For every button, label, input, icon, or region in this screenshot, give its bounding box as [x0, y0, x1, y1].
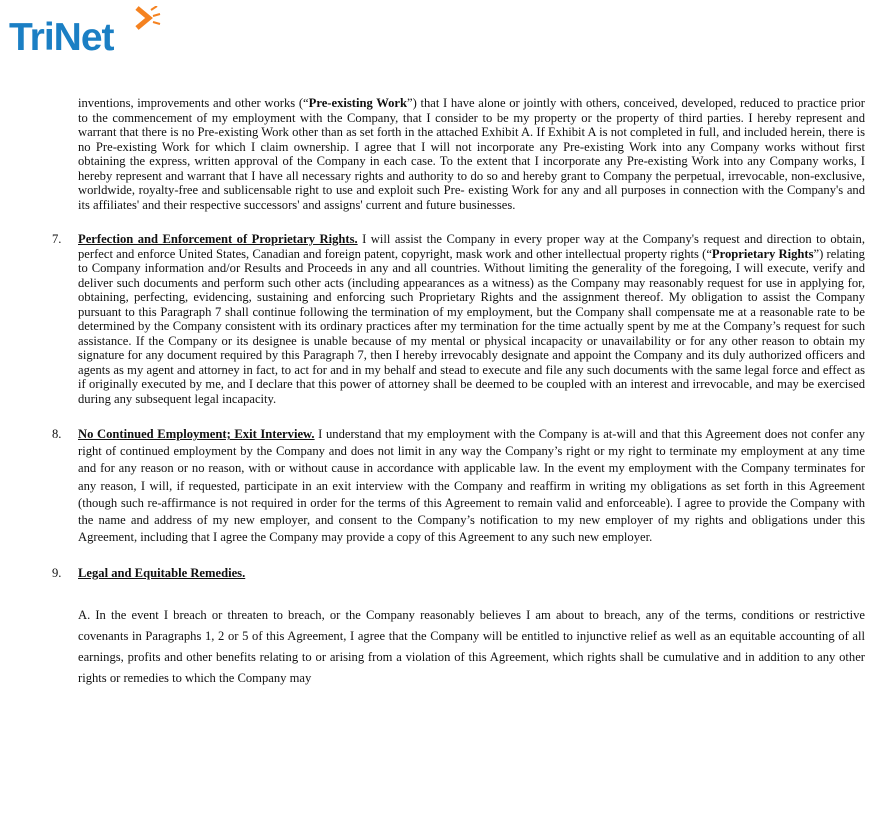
section-heading: Perfection and Enforcement of Proprietary Rights.: [78, 232, 358, 246]
section-text: I understand that my employment with the Company is at-will and that this Agreement does not confer any right of continued employment by the Company and does not limit in any way the Company’s right or my right to terminate my employment at any time and for any reason or no reason, with or without cause in accordance with applicable law. In the event my employment with the Company terminates for any reason, I will, if requested, participate in an exit interview with the Company and reaffirm in writing my obligations as set forth in this Agreement (though such re-affirmance is not required in order for the terms of this Agreement to remain valid and enforceable). I agree to provide the Company with the name and address of my new employer, and consent to the Company’s notification to my new employer of my rights and obligations under this Agreement, including that I agree the Company may provide a copy of this Agreement to any such new employer.: [78, 427, 865, 545]
para-text: ”) that I have alone or jointly with others, conceived, developed, reduced to practice prior to the commencement of my employment with the Company, that I consider to be my property or the property of third parties. I hereby represent and warrant that there is no Pre-existing Work other than as set forth in the attached Exhibit A. If Exhibit A is not completed in full, and included herein, there is no Pre-existing Work for which I claim ownership. I agree that I will not incorporate any Pre-existing Work into any Company works without first obtaining the express, written approval of the Company in each case. To the extent that I incorporate any Pre-existing Work into any Company works, I hereby represent and warrant that I have all necessary rights and authority to do so and hereby grant to Company the perpetual, irrevocable, non-exclusive, worldwide, royalty-free and sublicensable right to use and exploit such Pre- existing Work for any and all purposes in connection with the Company's and its affiliates' and their respective successors' and assigns' current and future businesses.: [78, 96, 866, 212]
defined-term-proprietary-rights: Proprietary Rights: [711, 246, 814, 261]
section-9-subparagraph-a: [78, 605, 865, 689]
section-8: [52, 426, 865, 546]
section-heading: No Continued Employment; Exit Interview.: [78, 427, 315, 441]
para-text: inventions, improvements and other works (“: [78, 96, 309, 110]
document-body: [0, 96, 877, 689]
logo-wordmark: TriNet: [9, 16, 114, 59]
section-7: [52, 232, 865, 406]
section-number: 7.: [52, 232, 62, 246]
paragraph-pre-existing-work: [78, 96, 865, 212]
section-number: 8.: [52, 427, 62, 441]
trinet-logo: [9, 6, 169, 62]
section-9: [52, 566, 865, 581]
section-text: I will assist the Company in every proper way at the Company's request and direction to obtain, perfect and enforce United States, Canadian and foreign patent, copyright, mask work and other intellectual property rights (“: [78, 232, 865, 261]
chevron-burst-icon: [127, 6, 167, 40]
defined-term-pre-existing-work: Pre-existing Work: [308, 96, 407, 110]
section-number: 9.: [52, 566, 62, 581]
section-text: ”) relating to Company information and/or Results and Proceeds in any and all countries. Without limiting the generality of the foregoing, I will execute, verify and deliver such documents and perform such other acts (including appearances as a witness) as the Company may reasonably request for use in applying for, obtaining, perfecting, evidencing, sustaining and enforcing such Proprietary Rights and the assignment thereof. My obligation to assist the Company pursuant to this Paragraph 7 shall continue following the termination of my employment, but the Company shall compensate me at a reasonable rate to be determined by the Company consistent with its ordinary practices after my termination for the time actually spent by me at the Company’s request for such assistance. If the Company or its designee is unable because of my mental or physical incapacity or unavailability or for any other reason to obtain my signature for any document required by this Paragraph 7, then I hereby irrevocably designate and appoint the Company and its duly authorized officers and agents as my agent and attorney in fact, to act for and in my behalf and stead to execute and file any such documents with the same legal force and effect as if originally executed by me, and I declare that this power of attorney shall be deemed to be coupled with an interest and irrevocable, and may be exercised during any subsequent legal incapacity.: [78, 246, 865, 406]
subparagraph-text: A. In the event I breach or threaten to breach, or the Company reasonably believes I am about to breach, any of the terms, conditions or restrictive covenants in Paragraphs 1, 2 or 5 of this Agreement, I agree that the Company will be entitled to injunctive relief as well as an equitable accounting of all earnings, profits and other benefits relating to or arising from a violation of this Agreement, which rights shall be cumulative and in addition to any other rights or remedies to which the Company may: [78, 607, 865, 685]
section-heading: Legal and Equitable Remedies.: [78, 566, 246, 581]
